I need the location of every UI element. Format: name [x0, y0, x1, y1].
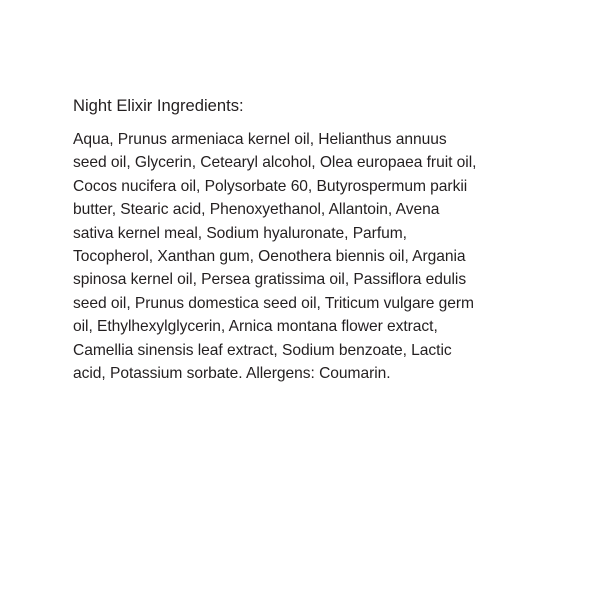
ingredients-line: spinosa kernel oil, Persea gratissima oil, Passiflora edulis — [73, 271, 467, 289]
ingredients-line: butter, Stearic acid, Phenoxyethanol, Allantoin, Avena — [73, 201, 440, 219]
ingredients-line: Aqua, Prunus armeniaca kernel oil, Helianthus annuus — [73, 131, 447, 148]
ingredients-line: seed oil, Prunus domestica seed oil, Triticum vulgare germ — [73, 294, 474, 312]
ingredients-block — [73, 94, 543, 385]
ingredients-line: Cocos nucifera oil, Polysorbate 60, Butyrospermum parkii — [73, 177, 468, 195]
ingredients-line: Camellia sinensis leaf extract, Sodium benzoate, Lactic — [73, 341, 452, 359]
ingredients-line: sativa kernel meal, Sodium hyaluronate, Parfum, — [73, 224, 407, 242]
document-title: Night Elixir Ingredients: — [73, 96, 244, 115]
ingredients-line: oil, Ethylhexylglycerin, Arnica montana flower extract, — [73, 318, 438, 336]
ingredients-list — [73, 128, 543, 385]
ingredients-line: Tocopherol, Xanthan gum, Oenothera biennis oil, Argania — [73, 248, 466, 266]
ingredients-line: acid, Potassium sorbate. Allergens: Coumarin. — [73, 365, 391, 383]
ingredients-line: seed oil, Glycerin, Cetearyl alcohol, Olea europaea fruit oil, — [73, 154, 477, 172]
